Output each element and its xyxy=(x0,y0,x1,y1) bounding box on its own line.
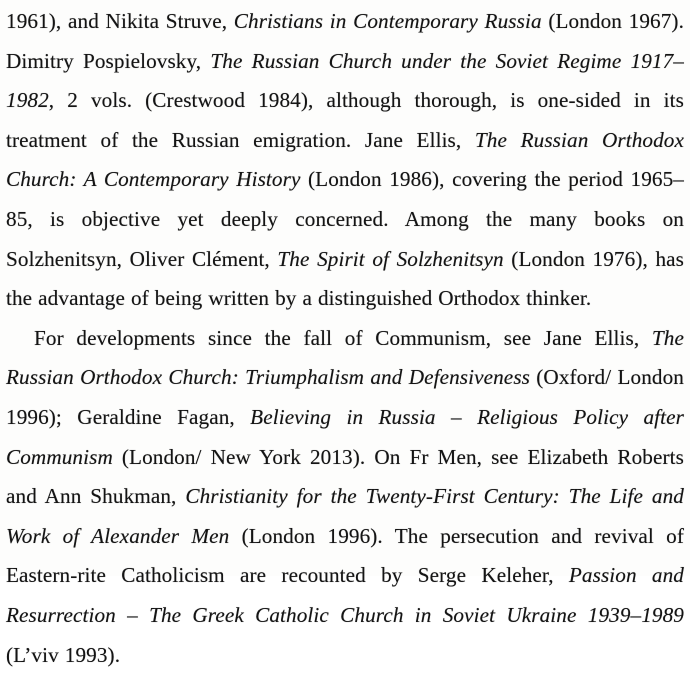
text-run: (London 1986), covering the period 1965–85, is objective yet deeply concerned. Among the many books on Solzhenitsyn, Oliver Clément, xyxy=(6,167,684,271)
text-run: (London 1967). Dimitry Pospielovsky, xyxy=(6,9,684,73)
text-run: 1961), and Nikita Struve, xyxy=(6,9,234,33)
title-italic-run: The Russian Church under the Soviet Regime 1917–1982 xyxy=(6,48,684,113)
title-italic-run: The Russian Orthodox Church: Triumphalism and Defensiveness xyxy=(6,325,684,390)
title-italic-run: Christians in Contemporary Russia xyxy=(233,9,542,33)
text-run: For developments since the fall of Communism, see Jane Ellis, xyxy=(34,325,652,350)
title-italic-run: The Russian Orthodox Church: A Contemporary History xyxy=(6,127,684,192)
title-italic-run: Christianity for the Twenty-First Century: The Life and Work of Alexander Men xyxy=(6,484,685,548)
text-run: (London 1996). The persecution and revival of Eastern-rite Catholicism are recounted by Serge Keleher, xyxy=(6,523,684,588)
title-italic-run: The Spirit of Solzhenitsyn xyxy=(277,246,504,271)
text-run: (Oxford/ London 1996); Geraldine Fagan, xyxy=(6,365,684,429)
title-italic-run: Believing in Russia – Religious Policy after Communism xyxy=(6,404,685,469)
text-run: (London 1976), has the advantage of being written by a distinguished Orthodox thinker. xyxy=(6,246,684,311)
page-text-block xyxy=(6,2,684,675)
text-run: , 2 vols. (Crestwood 1984), although thorough, is one-sided in its treatment of the Russian emigration. Jane Ellis, xyxy=(6,88,684,152)
paragraph xyxy=(6,2,684,319)
paragraph xyxy=(6,319,684,675)
text-run: (London/ New York 2013). On Fr Men, see Elizabeth Roberts and Ann Shukman, xyxy=(6,444,684,509)
title-italic-run: Passion and Resurrection – The Greek Catholic Church in Soviet Ukraine 1939–1989 xyxy=(6,563,684,627)
text-run: (L’viv 1993). xyxy=(6,642,121,667)
